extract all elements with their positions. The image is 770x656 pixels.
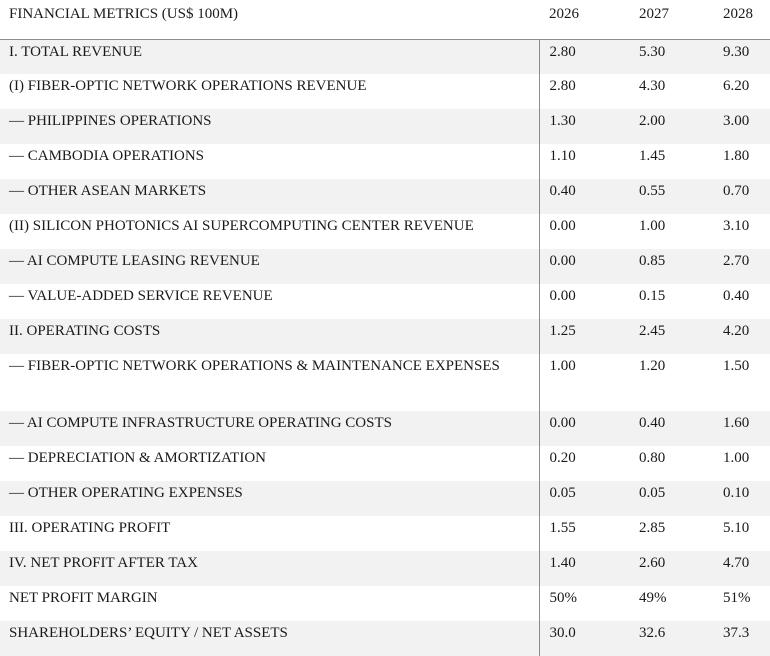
row-label: — OTHER OPERATING EXPENSES: [0, 481, 539, 516]
cell-value: 9.30: [693, 39, 770, 74]
table-row: [0, 586, 770, 621]
column-header-metric: FINANCIAL METRICS (US$ 100M): [0, 0, 539, 39]
table-header-row: [0, 0, 770, 39]
cell-value: 5.10: [723, 520, 750, 536]
cell-value: 0.85: [616, 249, 693, 284]
cell-value: 0.40: [616, 411, 693, 446]
cell-value: 30.0: [539, 621, 616, 656]
column-header-year: 2026: [539, 0, 616, 39]
cell-value: 4.70: [693, 551, 770, 586]
cell-value: 1.40: [539, 551, 616, 586]
table-row: [0, 109, 770, 144]
row-label: — DEPRECIATION & AMORTIZATION: [0, 446, 539, 481]
table-row: [0, 144, 770, 179]
row-label: — FIBER-OPTIC NETWORK OPERATIONS & MAINTENANCE EXPENSES: [0, 354, 539, 411]
table-row: [0, 354, 770, 411]
cell-value: 0.00: [539, 249, 616, 284]
column-header-year: 2028: [693, 0, 770, 39]
cell-value: 1.30: [539, 109, 616, 144]
table-row: [0, 179, 770, 214]
cell-value: 4.20: [693, 319, 770, 354]
cell-value: 0.55: [616, 179, 693, 214]
table-row: [0, 74, 770, 109]
cell-value: 2.00: [616, 109, 693, 144]
row-label: — CAMBODIA OPERATIONS: [0, 144, 539, 179]
row-label: (II) SILICON PHOTONICS AI SUPERCOMPUTING CENTER REVENUE: [0, 214, 539, 249]
cell-value: 1.00: [723, 450, 750, 466]
table-row: [0, 249, 770, 284]
cell-value: 0.40: [723, 288, 750, 304]
cell-value: 1.80: [723, 148, 750, 164]
cell-value: 0.00: [549, 288, 576, 304]
cell-value: 2.60: [616, 551, 693, 586]
table-row: [0, 284, 770, 319]
table-row: [0, 481, 770, 516]
table-row: [0, 551, 770, 586]
row-label: III. OPERATING PROFIT: [0, 516, 539, 551]
cell-value: 37.3: [693, 621, 770, 656]
table-row: [0, 214, 770, 249]
cell-value: 50%: [549, 590, 577, 606]
cell-value: 1.60: [693, 411, 770, 446]
cell-value: 0.05: [616, 481, 693, 516]
cell-value: 2.45: [616, 319, 693, 354]
cell-value: 6.20: [723, 78, 750, 94]
cell-value: 3.10: [723, 218, 750, 234]
cell-value: 1.00: [639, 218, 666, 234]
table-row: [0, 39, 770, 74]
cell-value: 0.80: [639, 450, 666, 466]
cell-value: 1.50: [723, 358, 750, 374]
cell-value: 1.10: [549, 148, 576, 164]
row-label: (I) FIBER-OPTIC NETWORK OPERATIONS REVENUE: [0, 74, 539, 109]
cell-value: 0.15: [639, 288, 666, 304]
cell-value: 0.00: [549, 218, 576, 234]
cell-value: 0.10: [693, 481, 770, 516]
cell-value: 51%: [723, 590, 751, 606]
row-label: IV. NET PROFIT AFTER TAX: [0, 551, 539, 586]
column-header-year: 2027: [616, 0, 693, 39]
cell-value: 1.45: [639, 148, 666, 164]
cell-value: 1.00: [549, 358, 576, 374]
row-label: — AI COMPUTE LEASING REVENUE: [0, 249, 539, 284]
cell-value: 1.55: [549, 520, 576, 536]
row-label: II. OPERATING COSTS: [0, 319, 539, 354]
cell-value: 1.25: [539, 319, 616, 354]
cell-value: 0.20: [549, 450, 576, 466]
table-row: [0, 621, 770, 656]
row-label: — VALUE-ADDED SERVICE REVENUE: [0, 284, 539, 319]
cell-value: 1.20: [639, 358, 666, 374]
cell-value: 5.30: [616, 39, 693, 74]
cell-value: 0.00: [539, 411, 616, 446]
cell-value: 0.70: [693, 179, 770, 214]
cell-value: 0.40: [539, 179, 616, 214]
table-row: [0, 516, 770, 551]
cell-value: 4.30: [639, 78, 666, 94]
row-label: — AI COMPUTE INFRASTRUCTURE OPERATING COSTS: [0, 411, 539, 446]
row-label: — PHILIPPINES OPERATIONS: [0, 109, 539, 144]
row-label: NET PROFIT MARGIN: [0, 586, 539, 621]
cell-value: 2.80: [549, 78, 576, 94]
row-label: — OTHER ASEAN MARKETS: [0, 179, 539, 214]
cell-value: 3.00: [693, 109, 770, 144]
cell-value: 32.6: [616, 621, 693, 656]
cell-value: 2.80: [539, 39, 616, 74]
row-label: SHAREHOLDERS’ EQUITY / NET ASSETS: [0, 621, 539, 656]
cell-value: 2.85: [639, 520, 666, 536]
table-row: [0, 446, 770, 481]
cell-value: 49%: [639, 590, 667, 606]
cell-value: 2.70: [693, 249, 770, 284]
cell-value: 0.05: [539, 481, 616, 516]
table-row: [0, 319, 770, 354]
table-row: [0, 411, 770, 446]
row-label: I. TOTAL REVENUE: [0, 39, 539, 74]
